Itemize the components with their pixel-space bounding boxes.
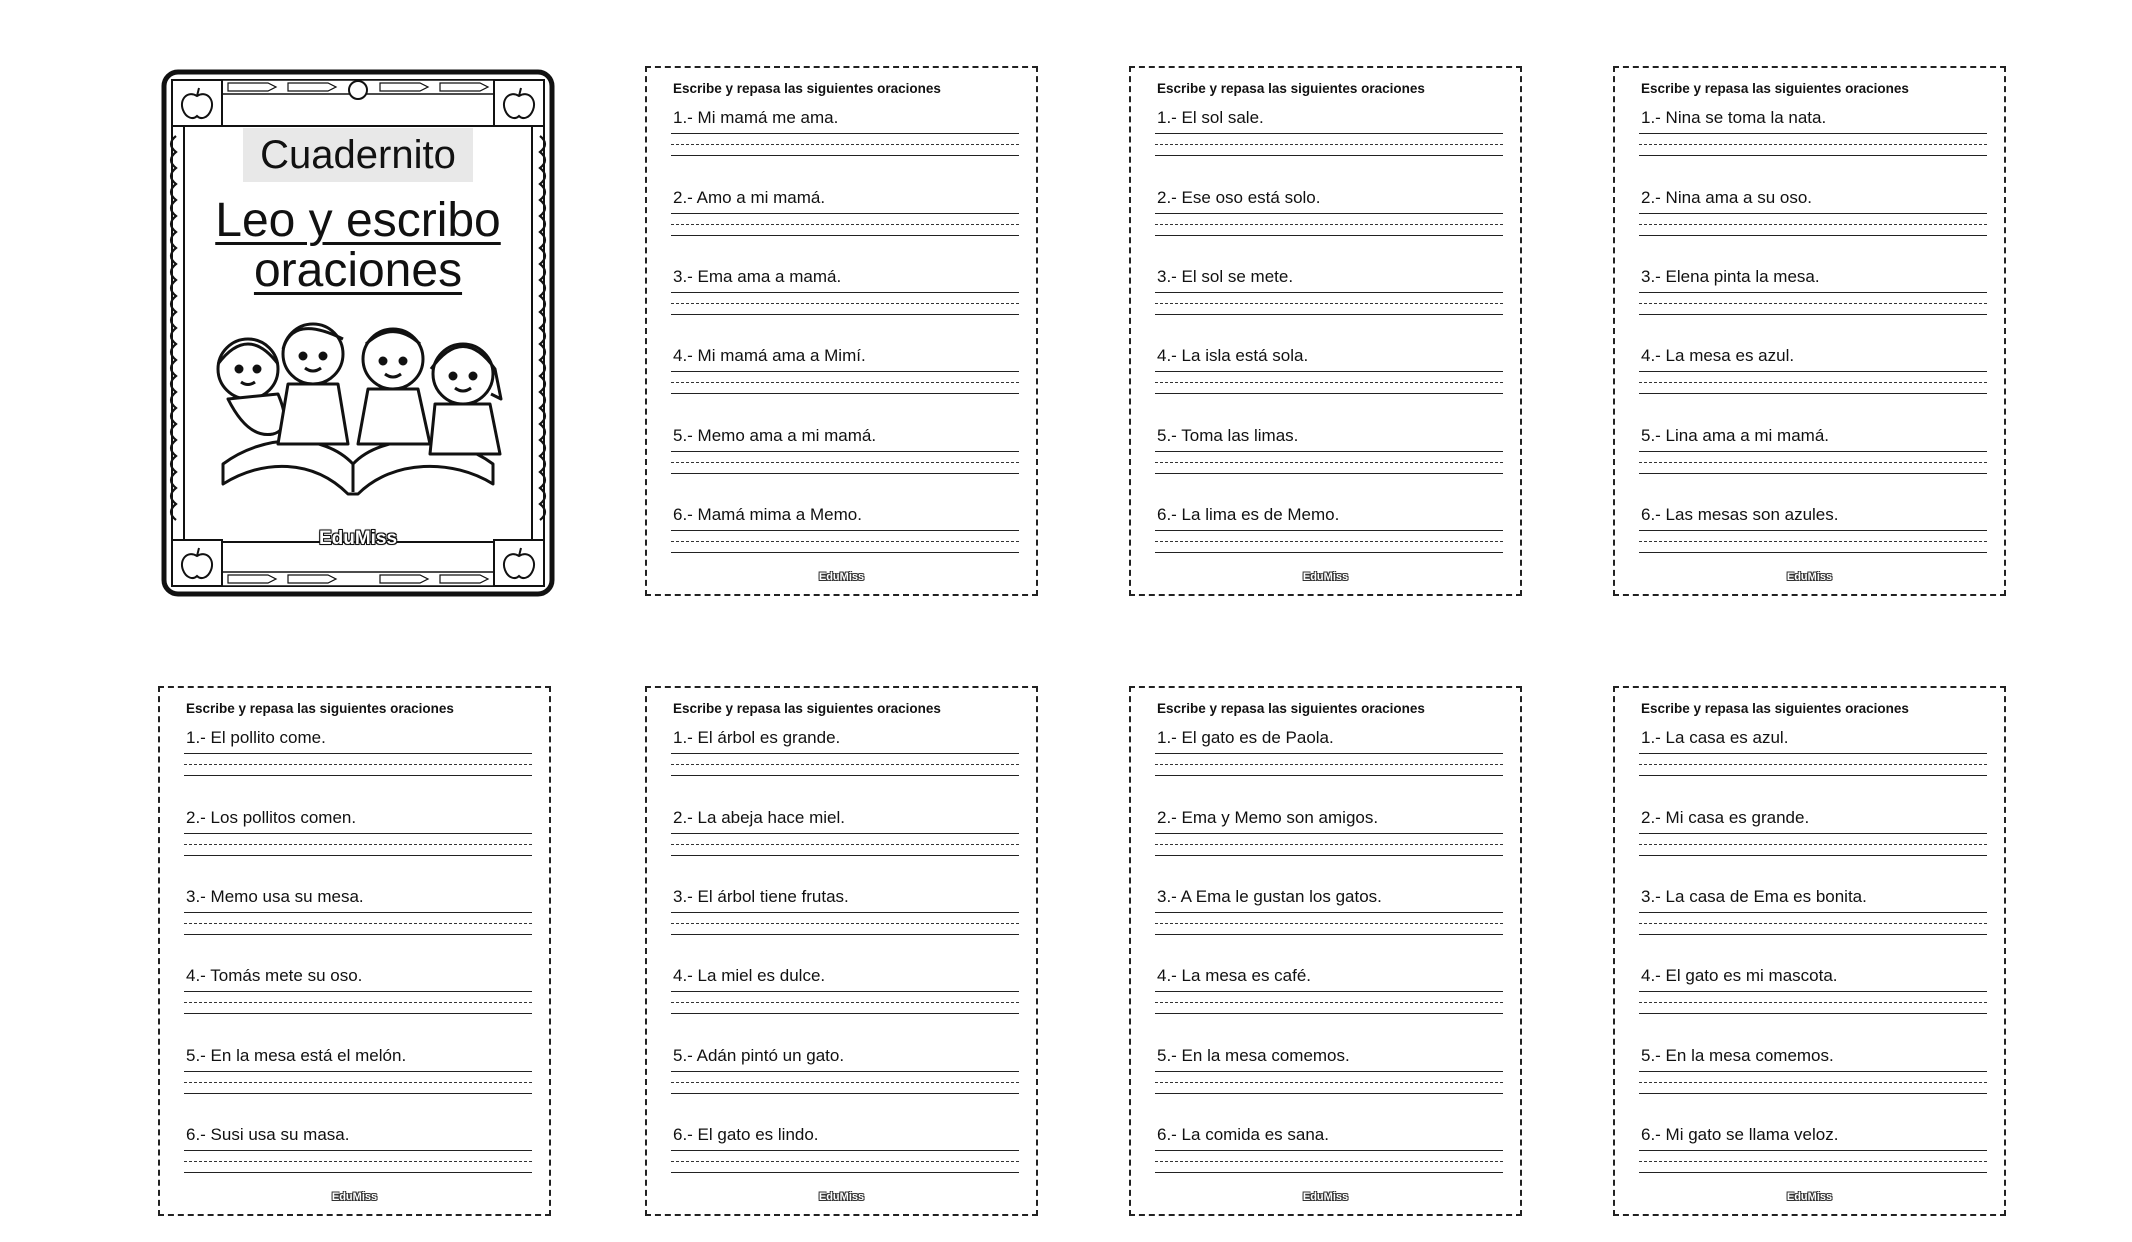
writing-line-dashed[interactable]: [1155, 462, 1503, 463]
sentence-text: 4.- El gato es mi mascota.: [1641, 966, 1838, 985]
writing-line-bottom[interactable]: [1639, 155, 1987, 156]
sentence-item: [671, 966, 1019, 1036]
writing-line-bottom[interactable]: [1155, 1172, 1503, 1173]
worksheet-instruction: Escribe y repasa las siguientes oraciones: [1157, 701, 1425, 716]
writing-line-top[interactable]: [671, 991, 1019, 992]
writing-line-dashed[interactable]: [671, 923, 1019, 924]
sentence-item: [1155, 728, 1503, 798]
writing-line-dashed[interactable]: [1639, 923, 1987, 924]
writing-line-top[interactable]: [1639, 371, 1987, 372]
sentence-text: 2.- Ese oso está solo.: [1157, 188, 1321, 207]
sentence-text: 6.- Las mesas son azules.: [1641, 505, 1839, 524]
writing-line-bottom[interactable]: [184, 1013, 532, 1014]
sentence-item: [1155, 1125, 1503, 1195]
sentence-text: 5.- En la mesa comemos.: [1157, 1046, 1350, 1065]
sentence-text: 1.- El árbol es grande.: [673, 728, 841, 747]
writing-line-dashed[interactable]: [1155, 764, 1503, 765]
writing-line-top[interactable]: [671, 371, 1019, 372]
writing-line-bottom[interactable]: [1155, 155, 1503, 156]
sentence-text: 3.- A Ema le gustan los gatos.: [1157, 887, 1382, 906]
writing-line-top[interactable]: [184, 1071, 532, 1072]
worksheet-brand-logo: EduMiss: [818, 571, 865, 583]
sentence-item: [671, 1125, 1019, 1195]
writing-line-bottom[interactable]: [184, 934, 532, 935]
writing-line-top[interactable]: [1155, 530, 1503, 531]
writing-line-bottom[interactable]: [1639, 1013, 1987, 1014]
worksheet-brand-logo: EduMiss: [331, 1191, 378, 1203]
writing-line-top[interactable]: [184, 753, 532, 754]
writing-line-bottom[interactable]: [671, 473, 1019, 474]
sentence-item: [671, 267, 1019, 337]
sentence-item: [184, 728, 532, 798]
worksheet-brand-logo: EduMiss: [818, 1191, 865, 1203]
sentence-text: 6.- Susi usa su masa.: [186, 1125, 350, 1144]
writing-line-bottom[interactable]: [1155, 855, 1503, 856]
writing-line-top[interactable]: [671, 753, 1019, 754]
writing-line-top[interactable]: [184, 833, 532, 834]
writing-line-bottom[interactable]: [184, 1093, 532, 1094]
writing-line-bottom[interactable]: [1155, 1093, 1503, 1094]
sentence-item: [1639, 188, 1987, 258]
cover-brand-logo: EduMiss: [318, 528, 398, 549]
writing-line-top[interactable]: [1639, 213, 1987, 214]
writing-line-dashed[interactable]: [184, 1082, 532, 1083]
sentence-item: [1639, 267, 1987, 337]
sentence-item: [671, 887, 1019, 957]
worksheet-page-5: [645, 686, 1038, 1216]
writing-line-bottom[interactable]: [1639, 855, 1987, 856]
writing-line-dashed[interactable]: [184, 1161, 532, 1162]
writing-line-bottom[interactable]: [671, 775, 1019, 776]
writing-line-dashed[interactable]: [671, 144, 1019, 145]
writing-line-dashed[interactable]: [1639, 224, 1987, 225]
sentence-item: [671, 426, 1019, 496]
worksheet-page-6: [1129, 686, 1522, 1216]
sentence-item: [1639, 728, 1987, 798]
writing-line-top[interactable]: [671, 213, 1019, 214]
writing-line-bottom[interactable]: [1639, 775, 1987, 776]
sentence-text: 2.- La abeja hace miel.: [673, 808, 845, 827]
writing-line-bottom[interactable]: [184, 855, 532, 856]
sentence-text: 1.- El gato es de Paola.: [1157, 728, 1334, 747]
sentence-item: [184, 887, 532, 957]
worksheet-instruction: Escribe y repasa las siguientes oraciones: [1641, 81, 1909, 96]
writing-line-dashed[interactable]: [1639, 1002, 1987, 1003]
writing-line-top[interactable]: [1155, 1071, 1503, 1072]
writing-line-bottom[interactable]: [671, 314, 1019, 315]
writing-line-top[interactable]: [1639, 753, 1987, 754]
writing-line-top[interactable]: [1155, 133, 1503, 134]
sentence-text: 3.- Ema ama a mamá.: [673, 267, 842, 286]
writing-line-top[interactable]: [1639, 133, 1987, 134]
worksheet-brand-logo: EduMiss: [1786, 571, 1833, 583]
sentence-text: 1.- La casa es azul.: [1641, 728, 1789, 747]
worksheet-page-2: [1129, 66, 1522, 596]
writing-line-top[interactable]: [1639, 991, 1987, 992]
writing-line-top[interactable]: [1639, 912, 1987, 913]
sentence-item: [671, 188, 1019, 258]
writing-line-top[interactable]: [184, 912, 532, 913]
sentence-text: 1.- Mi mamá me ama.: [673, 108, 839, 127]
sentence-text: 4.- La isla está sola.: [1157, 346, 1309, 365]
sentence-text: 5.- Memo ama a mi mamá.: [673, 426, 877, 445]
sentence-item: [1155, 188, 1503, 258]
writing-line-bottom[interactable]: [671, 1172, 1019, 1173]
writing-line-bottom[interactable]: [1639, 1093, 1987, 1094]
writing-line-dashed[interactable]: [1639, 844, 1987, 845]
sentence-text: 4.- La mesa es café.: [1157, 966, 1312, 985]
writing-line-dashed[interactable]: [671, 224, 1019, 225]
writing-line-dashed[interactable]: [1155, 1082, 1503, 1083]
writing-line-bottom[interactable]: [671, 1093, 1019, 1094]
worksheet-page-7: [1613, 686, 2006, 1216]
writing-line-top[interactable]: [1155, 371, 1503, 372]
writing-line-dashed[interactable]: [671, 382, 1019, 383]
writing-line-top[interactable]: [1639, 1150, 1987, 1151]
worksheet-instruction: Escribe y repasa las siguientes oraciones: [673, 701, 941, 716]
writing-line-bottom[interactable]: [1155, 314, 1503, 315]
writing-line-bottom[interactable]: [184, 1172, 532, 1173]
sentence-item: [1155, 267, 1503, 337]
writing-line-dashed[interactable]: [671, 1082, 1019, 1083]
writing-line-bottom[interactable]: [671, 393, 1019, 394]
writing-line-dashed[interactable]: [1639, 541, 1987, 542]
writing-line-top[interactable]: [1639, 530, 1987, 531]
sentence-item: [184, 966, 532, 1036]
sentence-text: 4.- La miel es dulce.: [673, 966, 826, 985]
writing-line-top[interactable]: [1639, 292, 1987, 293]
writing-line-dashed[interactable]: [184, 764, 532, 765]
sentence-item: [184, 1125, 532, 1195]
writing-line-dashed[interactable]: [1639, 1161, 1987, 1162]
writing-line-bottom[interactable]: [1155, 775, 1503, 776]
sentence-text: 2.- Mi casa es grande.: [1641, 808, 1810, 827]
sentence-item: [184, 1046, 532, 1116]
writing-line-dashed[interactable]: [671, 1161, 1019, 1162]
sentence-item: [1639, 505, 1987, 575]
writing-line-bottom[interactable]: [671, 155, 1019, 156]
sentence-text: 3.- El árbol tiene frutas.: [673, 887, 849, 906]
writing-line-dashed[interactable]: [671, 1002, 1019, 1003]
sentence-text: 3.- Memo usa su mesa.: [186, 887, 364, 906]
writing-line-top[interactable]: [671, 1150, 1019, 1151]
writing-line-dashed[interactable]: [671, 844, 1019, 845]
writing-line-dashed[interactable]: [1155, 303, 1503, 304]
writing-line-dashed[interactable]: [1639, 764, 1987, 765]
sentence-text: 2.- Ema y Memo son amigos.: [1157, 808, 1379, 827]
writing-line-bottom[interactable]: [1639, 1172, 1987, 1173]
writing-line-top[interactable]: [671, 912, 1019, 913]
writing-line-dashed[interactable]: [1155, 1002, 1503, 1003]
writing-line-top[interactable]: [671, 1071, 1019, 1072]
writing-line-top[interactable]: [1155, 213, 1503, 214]
writing-line-top[interactable]: [1155, 292, 1503, 293]
cover-subtitle-line1: [158, 196, 558, 246]
writing-line-top[interactable]: [1639, 451, 1987, 452]
sentence-text: 1.- El pollito come.: [186, 728, 326, 747]
cover-title: Cuadernito: [260, 132, 456, 177]
writing-line-dashed[interactable]: [671, 764, 1019, 765]
writing-line-dashed[interactable]: [1639, 303, 1987, 304]
cover-title-box: [243, 128, 473, 182]
worksheet-instruction: Escribe y repasa las siguientes oraciones: [673, 81, 941, 96]
sentence-text: 2.- Nina ama a su oso.: [1641, 188, 1813, 207]
writing-line-bottom[interactable]: [1155, 393, 1503, 394]
writing-line-dashed[interactable]: [1639, 1082, 1987, 1083]
sentence-item: [1639, 966, 1987, 1036]
sentence-item: [671, 1046, 1019, 1116]
writing-line-top[interactable]: [671, 530, 1019, 531]
writing-line-dashed[interactable]: [184, 923, 532, 924]
worksheet-brand-logo: EduMiss: [1302, 571, 1349, 583]
writing-line-top[interactable]: [1155, 451, 1503, 452]
writing-line-bottom[interactable]: [1639, 473, 1987, 474]
sentence-text: 1.- El sol sale.: [1157, 108, 1264, 127]
sentence-text: 6.- Mamá mima a Memo.: [673, 505, 862, 524]
sentence-text: 1.- Nina se toma la nata.: [1641, 108, 1827, 127]
writing-line-dashed[interactable]: [1155, 541, 1503, 542]
sentence-item: [1155, 808, 1503, 878]
sentence-text: 5.- Toma las limas.: [1157, 426, 1299, 445]
worksheet-page-1: [645, 66, 1038, 596]
writing-line-dashed[interactable]: [1639, 382, 1987, 383]
sentence-text: 4.- Tomás mete su oso.: [186, 966, 363, 985]
writing-line-bottom[interactable]: [1639, 314, 1987, 315]
writing-line-bottom[interactable]: [184, 775, 532, 776]
sentence-text: 4.- La mesa es azul.: [1641, 346, 1795, 365]
sentence-item: [671, 808, 1019, 878]
writing-line-bottom[interactable]: [1639, 552, 1987, 553]
writing-line-top[interactable]: [1155, 1150, 1503, 1151]
sentence-text: 6.- La lima es de Memo.: [1157, 505, 1340, 524]
sentence-text: 3.- La casa de Ema es bonita.: [1641, 887, 1867, 906]
sentence-item: [1639, 346, 1987, 416]
sentence-text: 6.- Mi gato se llama veloz.: [1641, 1125, 1839, 1144]
sentence-item: [1639, 1125, 1987, 1195]
sentence-text: 2.- Los pollitos comen.: [186, 808, 357, 827]
worksheet-instruction: Escribe y repasa las siguientes oraciones: [1157, 81, 1425, 96]
sentence-text: 5.- En la mesa comemos.: [1641, 1046, 1834, 1065]
writing-line-top[interactable]: [1155, 991, 1503, 992]
sentence-text: 2.- Amo a mi mamá.: [673, 188, 826, 207]
writing-line-top[interactable]: [671, 292, 1019, 293]
sentence-item: [671, 505, 1019, 575]
writing-line-dashed[interactable]: [1155, 844, 1503, 845]
writing-line-top[interactable]: [1155, 912, 1503, 913]
sentence-item: [1155, 966, 1503, 1036]
writing-line-bottom[interactable]: [671, 934, 1019, 935]
writing-line-bottom[interactable]: [1155, 1013, 1503, 1014]
writing-line-bottom[interactable]: [671, 552, 1019, 553]
sentence-item: [1155, 887, 1503, 957]
sentence-item: [1639, 108, 1987, 178]
sentence-text: 5.- Lina ama a mi mamá.: [1641, 426, 1830, 445]
writing-line-bottom[interactable]: [1155, 552, 1503, 553]
writing-line-bottom[interactable]: [671, 235, 1019, 236]
sentence-item: [1155, 108, 1503, 178]
writing-line-top[interactable]: [1639, 1071, 1987, 1072]
sentence-text: 5.- Adán pintó un gato.: [673, 1046, 845, 1065]
writing-line-dashed[interactable]: [184, 1002, 532, 1003]
sentence-text: 6.- La comida es sana.: [1157, 1125, 1329, 1144]
writing-line-bottom[interactable]: [1155, 934, 1503, 935]
writing-line-dashed[interactable]: [1155, 923, 1503, 924]
sentence-item: [1155, 1046, 1503, 1116]
writing-line-bottom[interactable]: [1639, 393, 1987, 394]
writing-line-bottom[interactable]: [1639, 934, 1987, 935]
notebook-cover: [158, 66, 558, 600]
writing-line-dashed[interactable]: [184, 844, 532, 845]
sentence-item: [1155, 505, 1503, 575]
writing-line-top[interactable]: [671, 833, 1019, 834]
writing-line-bottom[interactable]: [671, 1013, 1019, 1014]
cover-subtitle-line2: [158, 246, 558, 296]
writing-line-top[interactable]: [1155, 753, 1503, 754]
writing-line-top[interactable]: [184, 1150, 532, 1151]
sentence-text: 5.- En la mesa está el melón.: [186, 1046, 407, 1065]
writing-line-dashed[interactable]: [1639, 144, 1987, 145]
writing-line-top[interactable]: [184, 991, 532, 992]
writing-line-bottom[interactable]: [671, 855, 1019, 856]
writing-line-dashed[interactable]: [1639, 462, 1987, 463]
sentence-text: 3.- Elena pinta la mesa.: [1641, 267, 1820, 286]
sentence-text: 6.- El gato es lindo.: [673, 1125, 819, 1144]
writing-line-top[interactable]: [671, 133, 1019, 134]
worksheet-brand-logo: EduMiss: [1786, 1191, 1833, 1203]
writing-line-bottom[interactable]: [1639, 235, 1987, 236]
writing-line-dashed[interactable]: [1155, 382, 1503, 383]
sentence-item: [1639, 1046, 1987, 1116]
sentence-item: [671, 108, 1019, 178]
sentence-text: 3.- El sol se mete.: [1157, 267, 1294, 286]
sentence-item: [184, 808, 532, 878]
writing-line-dashed[interactable]: [671, 541, 1019, 542]
writing-line-top[interactable]: [1639, 833, 1987, 834]
sentence-item: [1639, 426, 1987, 496]
cover-subtitle-line1-text: Leo y escribo: [215, 194, 501, 247]
sentence-item: [1639, 808, 1987, 878]
sentence-item: [1155, 426, 1503, 496]
children-reading-illustration-icon: [203, 314, 513, 514]
writing-line-dashed[interactable]: [1155, 224, 1503, 225]
sentence-text: 4.- Mi mamá ama a Mimí.: [673, 346, 866, 365]
sentence-item: [1155, 346, 1503, 416]
sentence-item: [671, 346, 1019, 416]
sentence-item: [1639, 887, 1987, 957]
worksheet-instruction: Escribe y repasa las siguientes oraciones: [1641, 701, 1909, 716]
writing-line-bottom[interactable]: [1155, 473, 1503, 474]
worksheet-brand-logo: EduMiss: [1302, 1191, 1349, 1203]
writing-line-dashed[interactable]: [1155, 1161, 1503, 1162]
worksheet-instruction: Escribe y repasa las siguientes oraciones: [186, 701, 454, 716]
worksheet-page-3: [1613, 66, 2006, 596]
writing-line-bottom[interactable]: [1155, 235, 1503, 236]
writing-line-dashed[interactable]: [671, 462, 1019, 463]
worksheet-page-4: [158, 686, 551, 1216]
writing-line-top[interactable]: [1155, 833, 1503, 834]
writing-line-dashed[interactable]: [1155, 144, 1503, 145]
cover-subtitle-line2-text: oraciones: [253, 244, 463, 297]
writing-line-top[interactable]: [671, 451, 1019, 452]
writing-line-dashed[interactable]: [671, 303, 1019, 304]
sentence-item: [671, 728, 1019, 798]
